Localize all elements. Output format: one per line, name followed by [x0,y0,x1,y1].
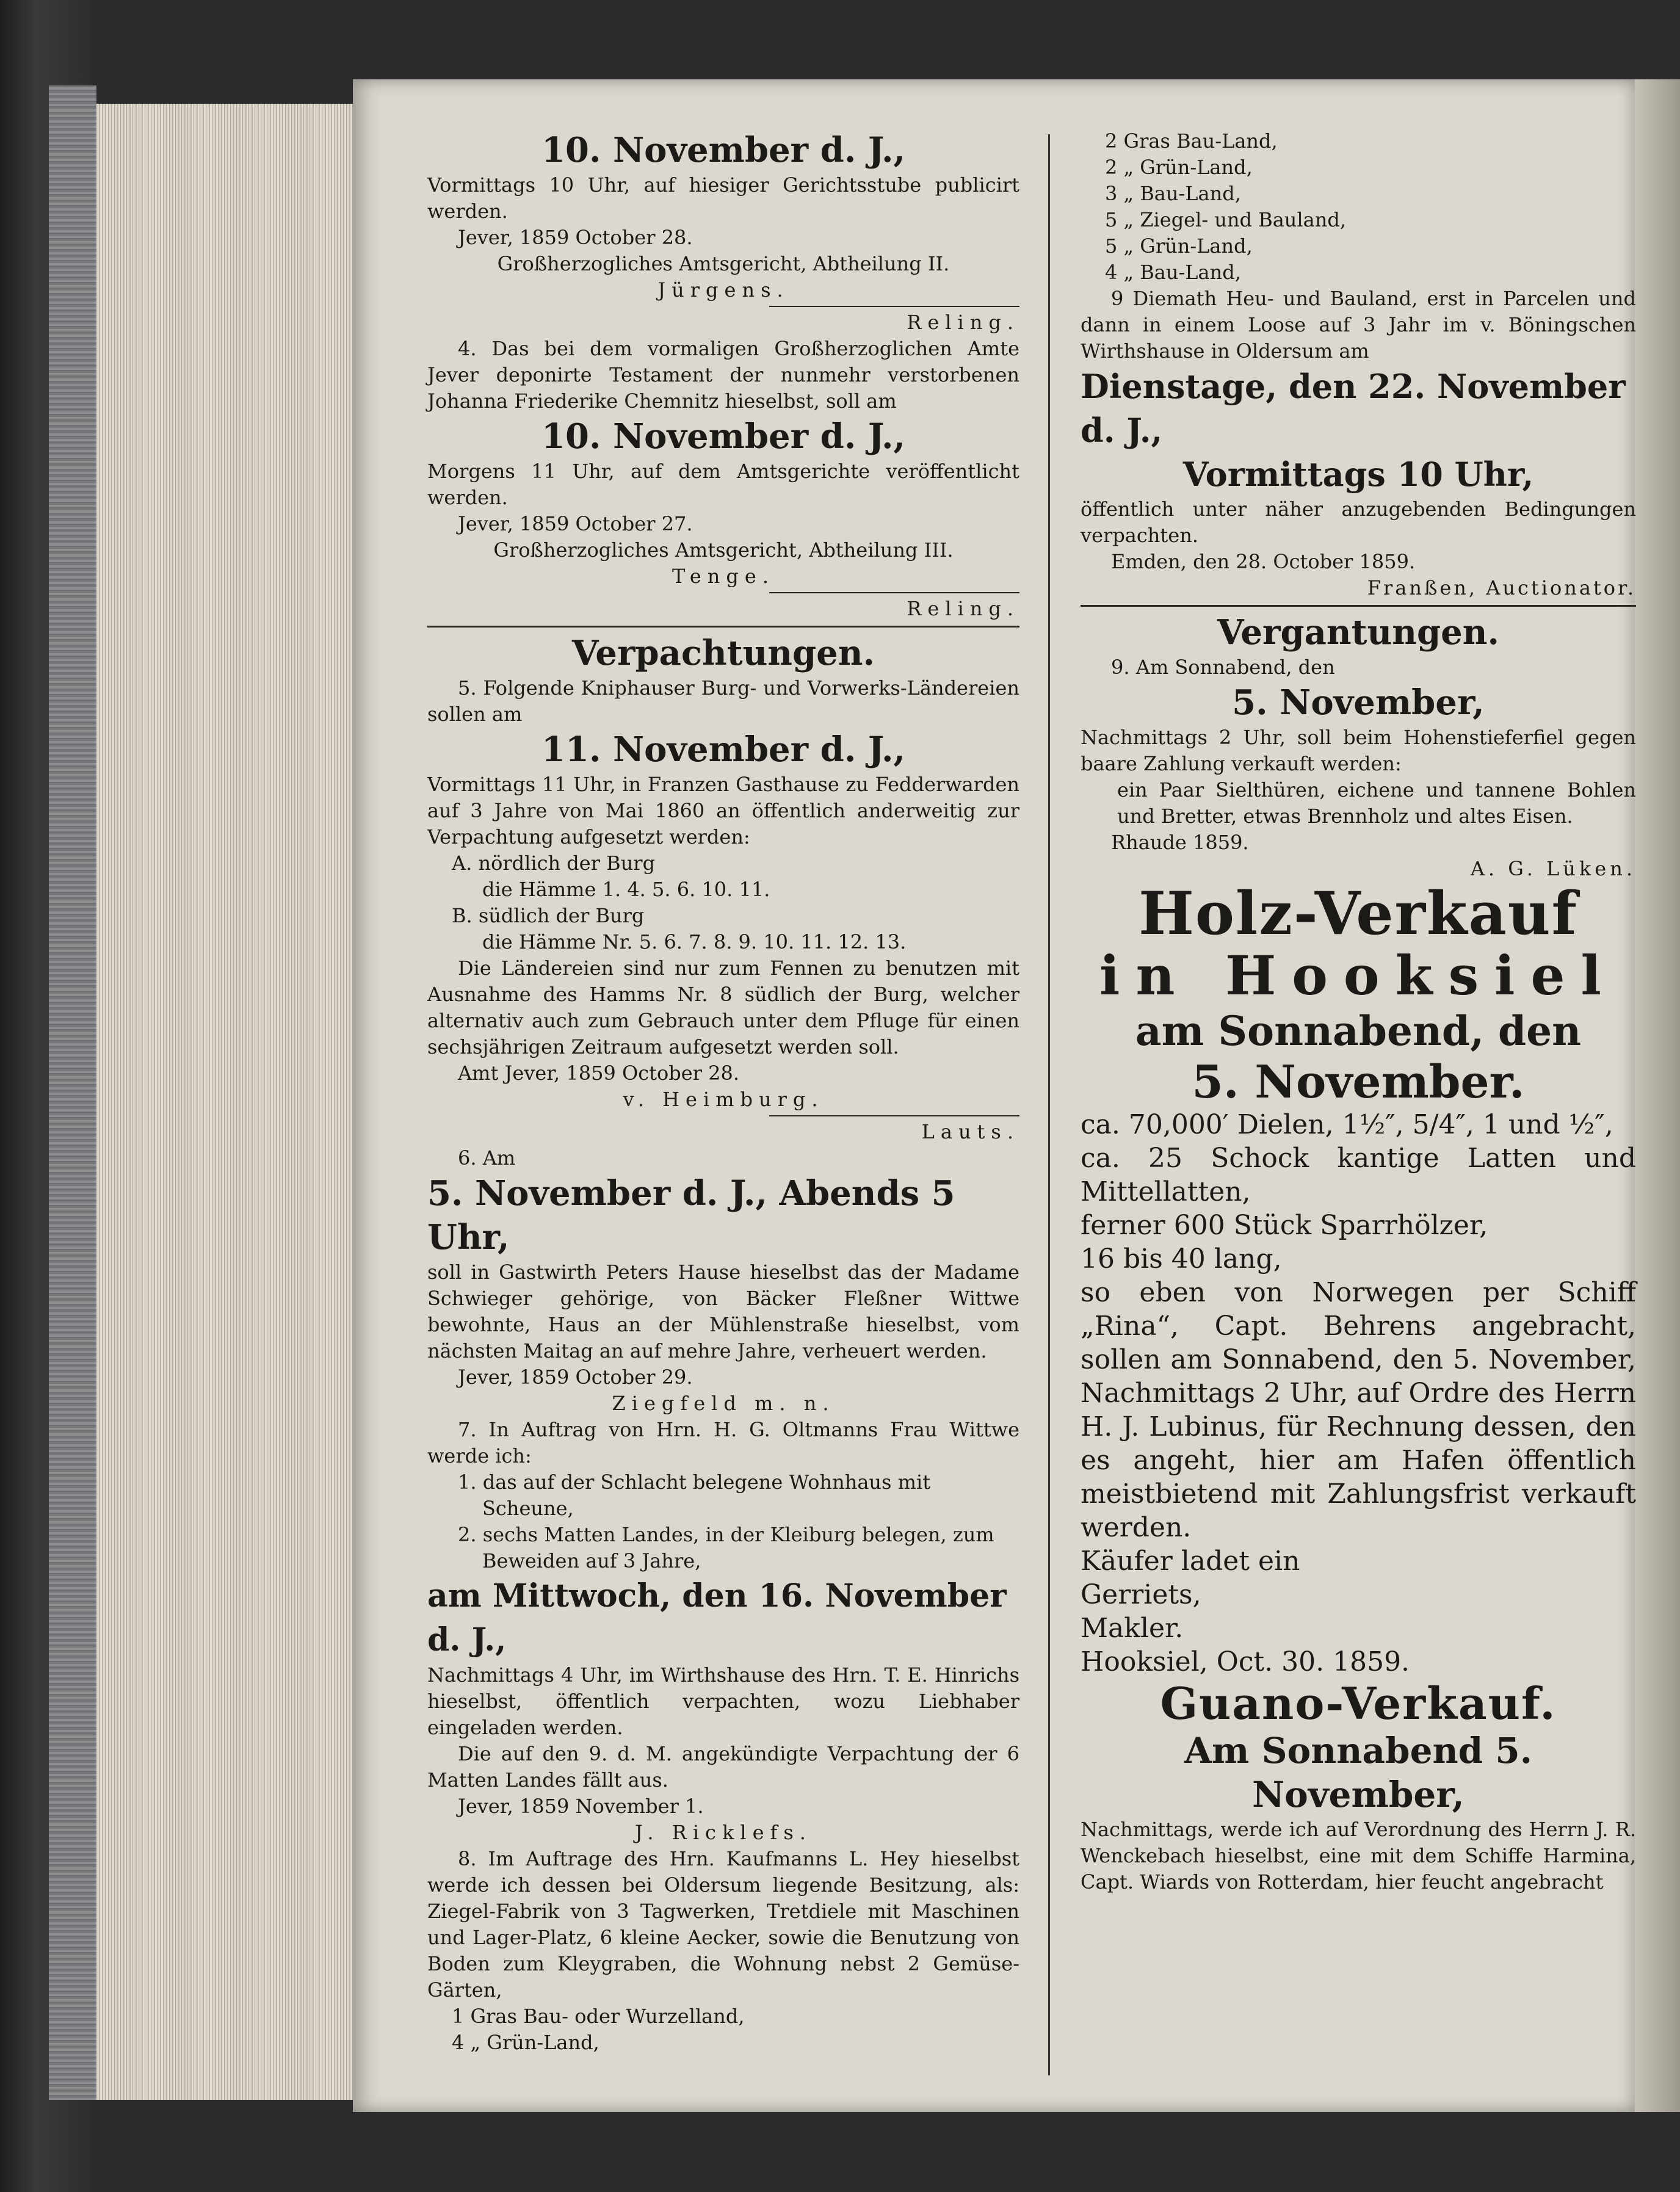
notice7-date: am Mittwoch, den 16. November d. J., [427,1577,1007,1658]
notice4-cosigner: Reling. [907,597,1019,620]
notice7-signer: J. Ricklefs. [635,1821,812,1844]
signature-rule [769,1115,1019,1116]
notice6-body: soll in Gastwirth Peters Hause hieselbst das der Madame Schwieger gehörige, von Bäcker Fleßner Wittwe bewohnte, Haus an der Mühlenstraße hieselbst, vom nächsten Maitag an auf mehre Jahre, verheuert werden. [427,1261,1019,1362]
ad2-date: Am Sonnabend 5. November, [1184,1730,1532,1815]
notice5-signer: v. Heimburg. [623,1088,824,1111]
notice8-body: 8. Im Auftrage des Hrn. Kaufmanns L. Hey hieselbst werde ich dessen bei Oldersum liegende Besitzung, als: Ziegel-Fabrik von 3 Tagwerken, Tretdiele mit Maschinen und Lager-Platz, 6 kleine Aecker, sowie die Benutzung von Boden zum Kleygraben, die Wohnung nebst 2 Gemüse-Gärten, [427,1847,1019,2002]
notice5-a-items: die Hämme 1. 4. 5. 6. 10. 11. [482,878,770,901]
notice5-place-date: Amt Jever, 1859 October 28. [458,1062,740,1085]
notice4-authority: Großherzogliches Amtsgericht, Abtheilung III. [493,538,954,562]
cont-body: öffentlich unter näher anzugebenden Bedingungen verpachten. [1081,497,1636,547]
notice9-body: Nachmittags 2 Uhr, soll beim Hohenstieferfiel gegen baare Zahlung verkauft werden: [1081,726,1636,775]
page-edges [96,104,353,2100]
ad1-line1: ca. 70,000′ Dielen, 1½″, 5/4″, 1 und ½″, [1081,1109,1613,1140]
ad1-title: Holz-Verkauf [1139,879,1578,948]
ad1-body: so eben von Norwegen per Schiff „Rina“, Capt. Behrens angebracht, sollen am Sonnabend, den 5. November, Nachmittags 2 Uhr, auf Ordre des Herrn H. J. Lubinus, für Rechnung dessen, den es angeht, hier am Hafen öffentlich meistbietend mit Zahlungsfrist verkauft werden. [1081,1277,1636,1543]
notice7-place-date: Jever, 1859 November 1. [458,1795,704,1818]
notice5-date: 11. November d. J., [541,729,905,770]
cont-line1: 2 Gras Bau-Land, [1105,129,1278,153]
notice1-cosigner: Reling. [907,311,1019,334]
notice9-intro: 9. Am Sonnabend, den [1111,656,1335,679]
notice6-place-date: Jever, 1859 October 29. [458,1365,693,1389]
notice7-item1: 1. das auf der Schlacht belegene Wohnhaus mit Scheune, [458,1470,931,1520]
notice5-intro: 5. Folgende Kniphauser Burg- und Vorwerks-Ländereien sollen am [427,676,1019,726]
notice9-items: ein Paar Sielthüren, eichene und tannene Bohlen und Bretter, etwas Brennholz und altes Eisen. [1117,778,1636,828]
notice1-date: 10. November d. J., [541,130,905,170]
notice7-note: Die auf den 9. d. M. angekündigte Verpachtung der 6 Matten Landes fällt aus. [427,1742,1019,1792]
notice4-place-date: Jever, 1859 October 27. [458,512,693,535]
notice9-signer: A. G. Lüken. [1470,857,1636,880]
notice5-body: Vormittags 11 Uhr, in Franzen Gasthause zu Fedderwarden auf 3 Jahre von Mai 1860 an öffentlich anderweitig zur Verpachtung aufgesetzt werden: [427,773,1019,848]
marbled-cover-edge [49,85,96,2100]
right-column [1081,128,1636,1895]
notice5-note: Die Ländereien sind nur zum Fennen zu benutzen mit Ausnahme des Hamms Nr. 8 südlich der Burg, welcher alternativ auch zum Gebrauch unter dem Pfluge für einen sechsjährigen Zeitraum aufgesetzt werden soll. [427,957,1019,1058]
ad1-date: am Sonnabend, den [1135,1007,1582,1055]
notice8-line1: 1 Gras Bau- oder Wurzelland, [452,2005,745,2028]
cont-line3: 3 „ Bau-Land, [1105,182,1241,205]
ad1-line3: ferner 600 Stück Sparrhölzer, [1081,1210,1488,1241]
left-column [427,128,1019,2056]
notice1-signer: Jürgens. [657,278,789,302]
notice4-time: Morgens 11 Uhr, auf dem Amtsgerichte veröffentlicht werden. [427,460,1019,509]
ad1-signer: Gerriets, [1081,1579,1201,1610]
section-heading-verpachtungen: Verpachtungen. [572,633,875,673]
notice5-a-label: A. nördlich der Burg [452,852,656,875]
cont-line6: 4 „ Bau-Land, [1105,261,1241,284]
section-rule [427,626,1019,628]
cont-time: Vormittags 10 Uhr, [1182,455,1534,494]
notice4-signer: Tenge. [672,565,775,588]
notice5-b-label: B. südlich der Burg [452,904,645,927]
section-heading-vergantungen: Vergantungen. [1217,612,1499,653]
cont-line5: 5 „ Grün-Land, [1105,234,1253,258]
notice7-intro: 7. In Auftrag von Hrn. H. G. Oltmanns Frau Wittwe werde ich: [427,1418,1019,1467]
cont-signer: Franßen, Auctionator. [1367,576,1636,599]
cont-place-date: Emden, den 28. October 1859. [1111,550,1416,573]
ad1-place-date: Hooksiel, Oct. 30. 1859. [1081,1646,1410,1677]
section-rule [1081,605,1636,607]
ad1-date2: 5. November. [1192,1056,1525,1109]
cont-line4: 5 „ Ziegel- und Bauland, [1105,208,1346,231]
notice1-place-date: Jever, 1859 October 28. [458,226,693,249]
signature-rule [769,306,1019,307]
notice7-item2: 2. sechs Matten Landes, in der Kleiburg belegen, zum Beweiden auf 3 Jahre, [458,1523,994,1572]
notice5-b-items: die Hämme Nr. 5. 6. 7. 8. 9. 10. 11. 12. 13. [482,930,907,953]
ad1-subtitle: in Hooksiel [1099,944,1617,1007]
notice4-date: 10. November d. J., [541,416,905,457]
cont-line2: 2 „ Grün-Land, [1105,156,1253,179]
notice1-authority: Großherzogliches Amtsgericht, Abtheilung II. [497,252,950,275]
next-page-edge [1635,79,1680,2112]
ad1-invite: Käufer ladet ein [1081,1546,1300,1577]
cont-date: Dienstage, den 22. November d. J., [1081,367,1626,450]
ad1-line2: ca. 25 Schock kantige Latten und Mittellatten, [1081,1143,1636,1207]
notice6-signer: Ziegfeld m. n. [612,1392,835,1415]
column-divider [1048,134,1050,2075]
notice6-intro: 6. Am [458,1146,516,1170]
notice5-cosigner: Lauts. [921,1120,1019,1143]
notice8-line2: 4 „ Grün-Land, [452,2031,599,2054]
notice7-body: Nachmittags 4 Uhr, im Wirthshause des Hrn. T. E. Hinrichs hieselbst, öffentlich verpachten, wozu Liebhaber eingeladen werden. [427,1663,1019,1739]
notice9-date: 5. November, [1232,682,1485,723]
notice9-place-date: Rhaude 1859. [1111,831,1249,854]
cont-line7: 9 Diemath Heu- und Bauland, erst in Parcelen und dann in einem Loose auf 3 Jahr im v. Böningschen Wirthshause in Oldersum am [1081,287,1636,363]
ad2-body: Nachmittags, werde ich auf Verordnung des Herrn J. R. Wenckebach hieselbst, eine mit dem Schiffe Harmina, Capt. Wiards von Rotterdam, hier feucht angebracht [1081,1818,1636,1894]
ad1-signer-role: Makler. [1081,1613,1184,1644]
notice1-body: Vormittags 10 Uhr, auf hiesiger Gerichtsstube publicirt werden. [427,173,1019,223]
signature-rule [769,592,1019,593]
notice4-body: 4. Das bei dem vormaligen Großherzoglichen Amte Jever deponirte Testament der nunmehr verstorbenen Johanna Friederike Chemnitz hieselbst, soll am [427,337,1019,413]
notice6-date: 5. November d. J., Abends 5 Uhr, [427,1173,955,1257]
ad2-title: Guano-Verkauf. [1160,1677,1557,1729]
ad1-line4: 16 bis 40 lang, [1081,1243,1282,1275]
